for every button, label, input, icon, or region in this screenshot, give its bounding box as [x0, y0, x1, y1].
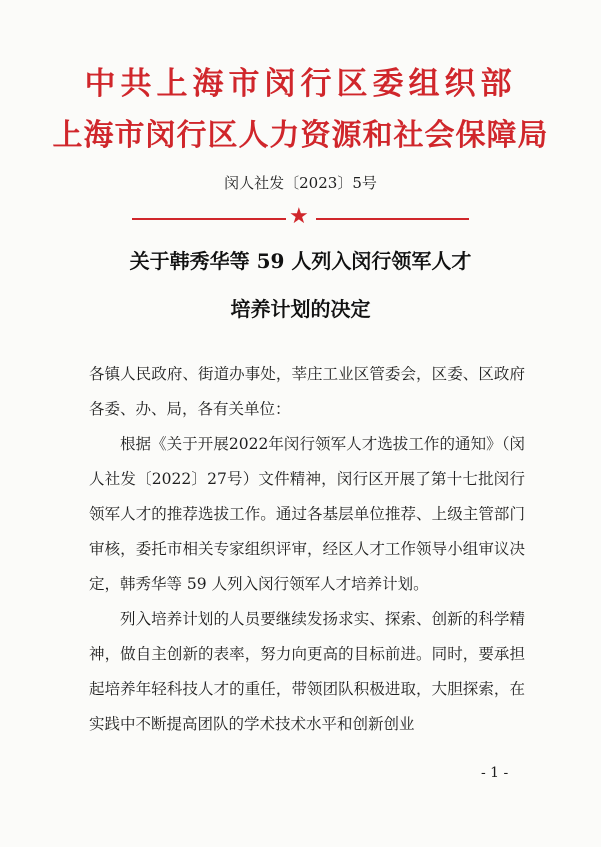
addressee: 各镇人民政府、街道办事处，莘庄工业区管委会，区委、区政府各委、办、局，各有关单位： — [89, 365, 525, 418]
document-number: 闵人社发〔2023〕5号 — [224, 174, 377, 192]
issuing-org-line-1: 中共上海市闵行区委组织部 — [84, 66, 517, 102]
divider-rule-left — [132, 218, 286, 220]
paragraph: 根据《关于开展2022年闵行领军人才选拔工作的通知》（闵人社发〔2022〕27号）文件精神，闵行区开展了第十七批闵行领军人才的推荐选拔工作。通过各基层单位推荐、上级主管部门审核，委托市相关专家组织评审，经区人才工作领导小组审议决定，韩秀华等 59 人列入闵行领军人才培养计划。 — [89, 435, 525, 593]
page-number: - 1 - — [481, 765, 509, 781]
document-title-line-1: 关于韩秀华等 59 人列入闵行领军人才 — [129, 249, 472, 273]
red-divider — [0, 204, 601, 229]
paragraph: 列入培养计划的人员要继续发扬求实、探索、创新的科学精神，做自主创新的表率，努力向更高的目标前进。同时，要承担起培养年轻科技人才的重任，带领团队积极进取，大胆探索，在实践中不断提高团队的学术技术水平和创新创业 — [89, 610, 525, 733]
issuing-org-line-2: 上海市闵行区人力资源和社会保障局 — [52, 118, 549, 153]
document-title-line-2: 培养计划的决定 — [230, 297, 371, 321]
document-body — [89, 357, 525, 742]
star-icon: ★ — [289, 204, 309, 229]
divider-rule-right — [316, 218, 469, 220]
